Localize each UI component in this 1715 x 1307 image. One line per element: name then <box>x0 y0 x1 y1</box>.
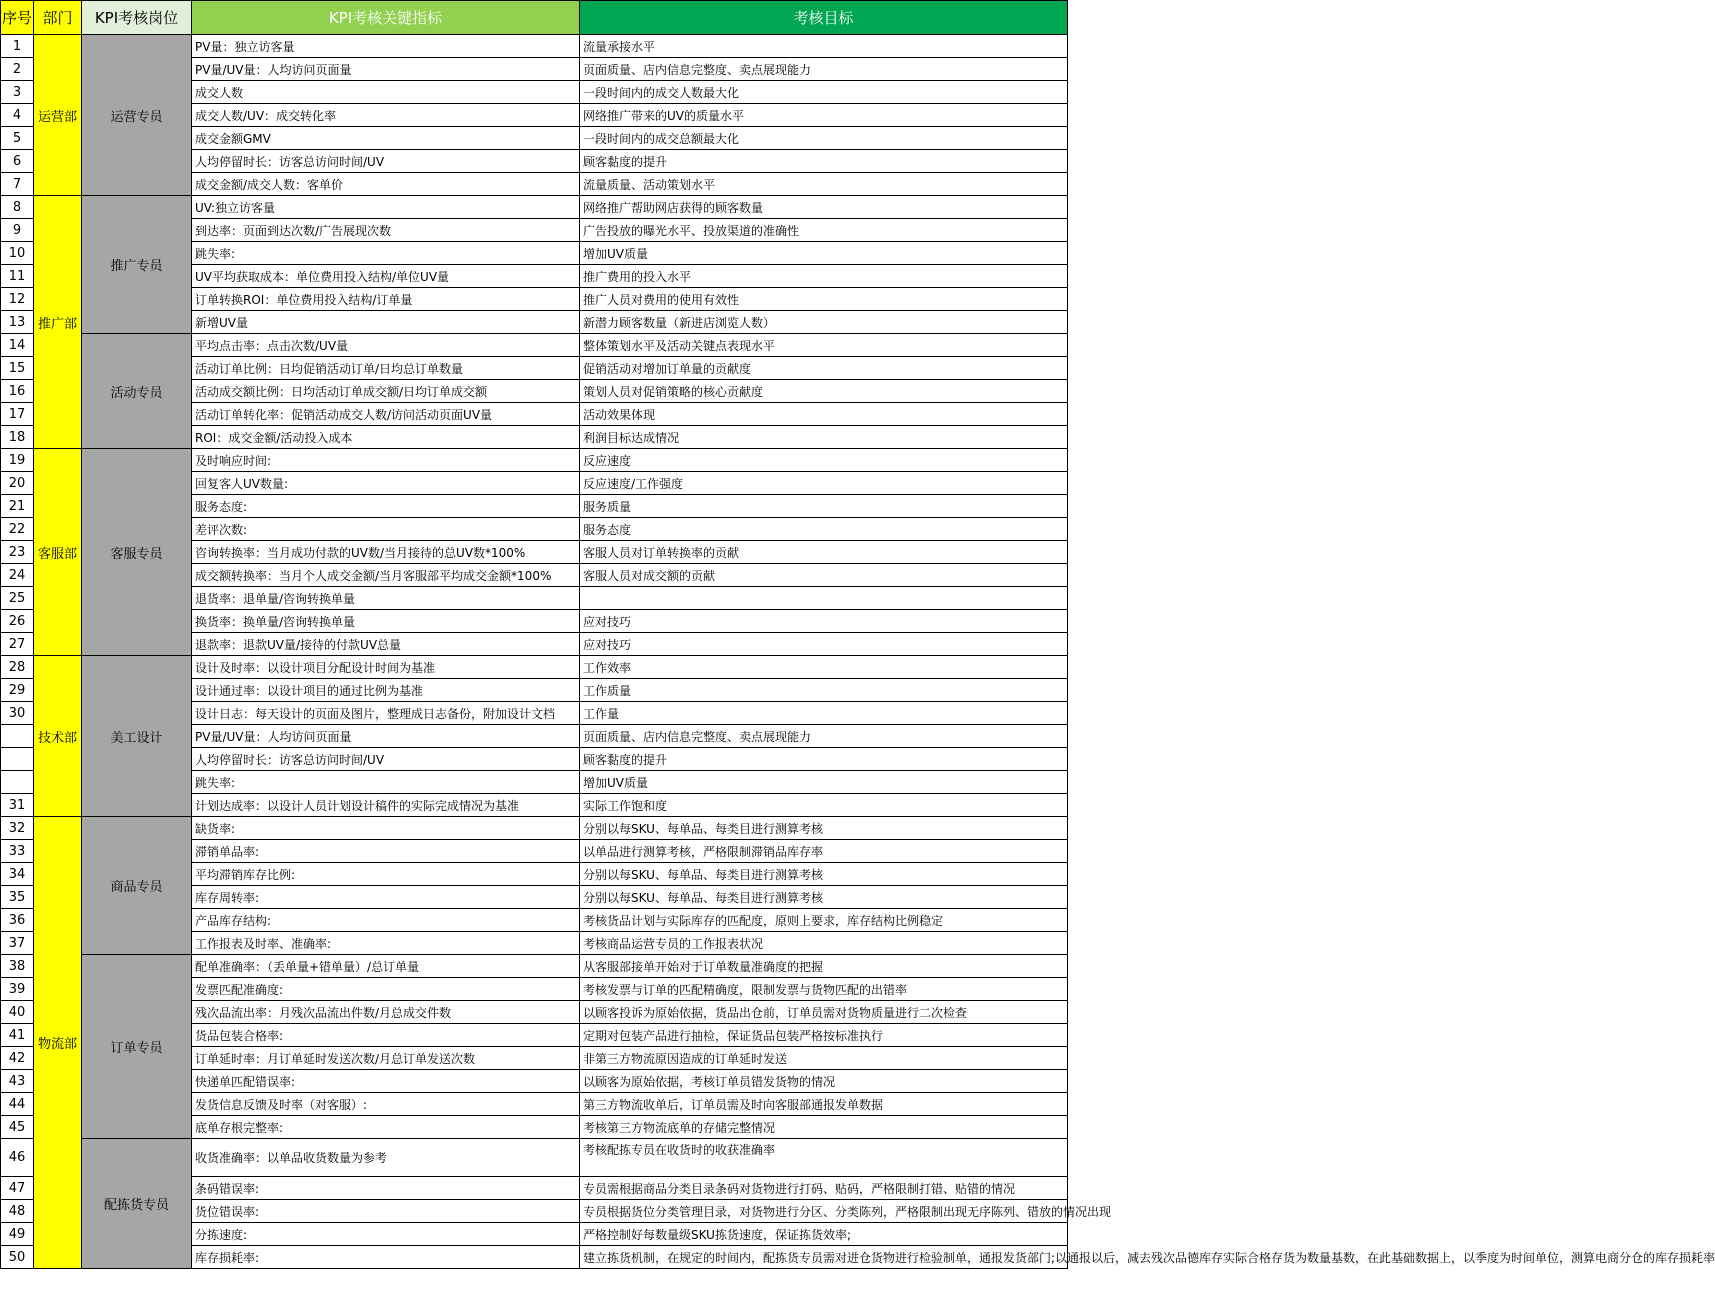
goal-cell: 网络推广帮助网店获得的顾客数量 <box>580 196 1068 219</box>
kpi-cell: 新增UV量 <box>192 311 580 334</box>
kpi-cell: 成交人数 <box>192 81 580 104</box>
kpi-cell: 滞销单品率: <box>192 840 580 863</box>
goal-cell: 活动效果体现 <box>580 403 1068 426</box>
goal-cell: 一段时间内的成交人数最大化 <box>580 81 1068 104</box>
goal-cell: 顾客黏度的提升 <box>580 150 1068 173</box>
row-number: 24 <box>1 564 34 587</box>
goal-cell: 定期对包装产品进行抽检，保证货品包装严格按标准执行 <box>580 1024 1068 1047</box>
row-number: 4 <box>1 104 34 127</box>
goal-cell: 专员需根据商品分类目录条码对货物进行打码、贴码，严格限制打错、贴错的情况 <box>580 1177 1068 1200</box>
row-number: 36 <box>1 909 34 932</box>
table-row <box>1 334 1068 357</box>
goal-cell: 考核第三方物流底单的存储完整情况 <box>580 1116 1068 1139</box>
goal-cell: 整体策划水平及活动关键点表现水平 <box>580 334 1068 357</box>
row-number: 18 <box>1 426 34 449</box>
row-number: 44 <box>1 1093 34 1116</box>
kpi-cell: 及时响应时间: <box>192 449 580 472</box>
position-cell: 运营专员 <box>82 35 192 196</box>
goal-cell: 应对技巧 <box>580 633 1068 656</box>
table-row <box>1 449 1068 472</box>
kpi-cell: 换货率：换单量/咨询转换单量 <box>192 610 580 633</box>
kpi-cell: 快递单匹配错误率: <box>192 1070 580 1093</box>
goal-cell: 一段时间内的成交总额最大化 <box>580 127 1068 150</box>
kpi-cell: 咨询转换率：当月成功付款的UV数/当月接待的总UV数*100% <box>192 541 580 564</box>
goal-cell: 流量承接水平 <box>580 35 1068 58</box>
kpi-cell: 收货准确率：以单品收货数量为参考 <box>192 1139 580 1177</box>
row-number: 20 <box>1 472 34 495</box>
department-cell: 运营部 <box>34 35 82 196</box>
kpi-cell: 成交金额GMV <box>192 127 580 150</box>
kpi-cell: 库存损耗率: <box>192 1246 580 1269</box>
kpi-cell: 货位错误率: <box>192 1200 580 1223</box>
row-number <box>1 771 34 794</box>
kpi-cell: 条码错误率: <box>192 1177 580 1200</box>
row-number: 13 <box>1 311 34 334</box>
header-goal: 考核目标 <box>580 1 1068 35</box>
kpi-cell: 跳失率: <box>192 242 580 265</box>
goal-cell: 新潜力顾客数量（新进店浏览人数） <box>580 311 1068 334</box>
goal-cell: 第三方物流收单后，订单员需及时向客服部通报发单数据 <box>580 1093 1068 1116</box>
table-row <box>1 196 1068 219</box>
row-number: 45 <box>1 1116 34 1139</box>
kpi-cell: 人均停留时长：访客总访问时间/UV <box>192 150 580 173</box>
row-number <box>1 725 34 748</box>
goal-cell: 以顾客为原始依据，考核订单员错发货物的情况 <box>580 1070 1068 1093</box>
kpi-cell: 回复客人UV数量: <box>192 472 580 495</box>
kpi-cell: 发票匹配准确度: <box>192 978 580 1001</box>
table-row <box>1 1139 1068 1177</box>
row-number: 21 <box>1 495 34 518</box>
kpi-cell: 计划达成率：以设计人员计划设计稿件的实际完成情况为基准 <box>192 794 580 817</box>
goal-cell: 增加UV质量 <box>580 771 1068 794</box>
goal-cell: 策划人员对促销策略的核心贡献度 <box>580 380 1068 403</box>
kpi-cell: 活动成交额比例：日均活动订单成交额/日均订单成交额 <box>192 380 580 403</box>
header-position: KPI考核岗位 <box>82 1 192 35</box>
kpi-cell: 底单存根完整率: <box>192 1116 580 1139</box>
goal-cell: 分别以每SKU、每单品、每类目进行测算考核 <box>580 817 1068 840</box>
row-number: 17 <box>1 403 34 426</box>
table-row <box>1 35 1068 58</box>
goal-cell: 客服人员对成交额的贡献 <box>580 564 1068 587</box>
row-number: 37 <box>1 932 34 955</box>
kpi-cell: 设计及时率：以设计项目分配设计时间为基准 <box>192 656 580 679</box>
kpi-cell: 跳失率: <box>192 771 580 794</box>
kpi-cell: 成交金额/成交人数：客单价 <box>192 173 580 196</box>
row-number: 38 <box>1 955 34 978</box>
goal-cell: 反应速度/工作强度 <box>580 472 1068 495</box>
kpi-cell: PV量/UV量：人均访问页面量 <box>192 58 580 81</box>
row-number: 9 <box>1 219 34 242</box>
position-cell: 活动专员 <box>82 334 192 449</box>
goal-cell: 促销活动对增加订单量的贡献度 <box>580 357 1068 380</box>
row-number: 23 <box>1 541 34 564</box>
row-number: 27 <box>1 633 34 656</box>
row-number: 49 <box>1 1223 34 1246</box>
header-no: 序号 <box>1 1 34 35</box>
table-row <box>1 656 1068 679</box>
table-body <box>1 35 1715 1269</box>
goal-cell: 推广人员对费用的使用有效性 <box>580 288 1068 311</box>
row-number: 29 <box>1 679 34 702</box>
goal-cell: 工作质量 <box>580 679 1068 702</box>
kpi-cell: 平均滞销库存比例: <box>192 863 580 886</box>
goal-cell: 工作效率 <box>580 656 1068 679</box>
position-cell: 商品专员 <box>82 817 192 955</box>
header-row <box>1 1 1068 35</box>
row-number: 43 <box>1 1070 34 1093</box>
row-number: 6 <box>1 150 34 173</box>
goal-cell: 应对技巧 <box>580 610 1068 633</box>
kpi-cell: 退货率：退单量/咨询转换单量 <box>192 587 580 610</box>
kpi-cell: 残次品流出率：月残次品流出件数/月总成交件数 <box>192 1001 580 1024</box>
table-row <box>1 955 1068 978</box>
kpi-cell: 货品包装合格率: <box>192 1024 580 1047</box>
row-number: 32 <box>1 817 34 840</box>
goal-cell: 建立拣货机制，在规定的时间内，配拣货专员需对进仓货物进行检验制单，通报发货部门;以通报以后，减去残次品德库存实际合格存货为数量基数，在此基础数据上，以季度为时间单位，测算电商分仓的库存损耗率 <box>580 1246 1068 1269</box>
row-number: 42 <box>1 1047 34 1070</box>
department-cell: 物流部 <box>34 817 82 1269</box>
row-number: 5 <box>1 127 34 150</box>
row-number: 26 <box>1 610 34 633</box>
goal-cell: 专员根据货位分类管理目录，对货物进行分区、分类陈列，严格限制出现无序陈列、错放的情况出现 <box>580 1200 1068 1223</box>
row-number: 28 <box>1 656 34 679</box>
department-cell: 推广部 <box>34 196 82 449</box>
goal-cell: 服务质量 <box>580 495 1068 518</box>
goal-cell: 考核发票与订单的匹配精确度，限制发票与货物匹配的出错率 <box>580 978 1068 1001</box>
goal-cell: 非第三方物流原因造成的订单延时发送 <box>580 1047 1068 1070</box>
row-number: 11 <box>1 265 34 288</box>
goal-cell: 顾客黏度的提升 <box>580 748 1068 771</box>
kpi-cell: 平均点击率：点击次数/UV量 <box>192 334 580 357</box>
goal-cell: 从客服部接单开始对于订单数量准确度的把握 <box>580 955 1068 978</box>
row-number: 7 <box>1 173 34 196</box>
kpi-cell: 服务态度: <box>192 495 580 518</box>
goal-cell: 以顾客投诉为原始依据，货品出仓前，订单员需对货物质量进行二次检查 <box>580 1001 1068 1024</box>
position-cell: 配拣货专员 <box>82 1139 192 1269</box>
goal-cell: 推广费用的投入水平 <box>580 265 1068 288</box>
kpi-cell: 分拣速度: <box>192 1223 580 1246</box>
kpi-cell: 差评次数: <box>192 518 580 541</box>
goal-cell: 考核货品计划与实际库存的匹配度，原则上要求，库存结构比例稳定 <box>580 909 1068 932</box>
kpi-cell: ROI：成交金额/活动投入成本 <box>192 426 580 449</box>
table-row <box>1 817 1068 840</box>
goal-cell: 反应速度 <box>580 449 1068 472</box>
row-number: 41 <box>1 1024 34 1047</box>
goal-cell: 实际工作饱和度 <box>580 794 1068 817</box>
row-number: 16 <box>1 380 34 403</box>
goal-cell: 考核配拣专员在收货时的收获准确率 <box>580 1139 1068 1177</box>
position-cell: 订单专员 <box>82 955 192 1139</box>
row-number: 10 <box>1 242 34 265</box>
goal-cell: 分别以每SKU、每单品、每类目进行测算考核 <box>580 886 1068 909</box>
kpi-cell: 活动订单转化率：促销活动成交人数/访问活动页面UV量 <box>192 403 580 426</box>
kpi-cell: UV平均获取成本：单位费用投入结构/单位UV量 <box>192 265 580 288</box>
kpi-cell: 活动订单比例：日均促销活动订单/日均总订单数量 <box>192 357 580 380</box>
goal-cell: 广告投放的曝光水平、投放渠道的准确性 <box>580 219 1068 242</box>
row-number: 2 <box>1 58 34 81</box>
row-number: 25 <box>1 587 34 610</box>
row-number: 39 <box>1 978 34 1001</box>
row-number: 12 <box>1 288 34 311</box>
kpi-cell: 工作报表及时率、准确率: <box>192 932 580 955</box>
goal-cell: 以单品进行测算考核，严格限制滞销品库存率 <box>580 840 1068 863</box>
department-cell: 客服部 <box>34 449 82 656</box>
kpi-cell: UV:独立访客量 <box>192 196 580 219</box>
row-number: 30 <box>1 702 34 725</box>
row-number <box>1 748 34 771</box>
goal-cell: 流量质量、活动策划水平 <box>580 173 1068 196</box>
row-number: 19 <box>1 449 34 472</box>
row-number: 47 <box>1 1177 34 1200</box>
kpi-cell: 成交人数/UV：成交转化率 <box>192 104 580 127</box>
goal-cell: 利润目标达成情况 <box>580 426 1068 449</box>
goal-cell: 网络推广带来的UV的质量水平 <box>580 104 1068 127</box>
position-cell: 美工设计 <box>82 656 192 817</box>
goal-cell: 服务态度 <box>580 518 1068 541</box>
goal-cell: 客服人员对订单转换率的贡献 <box>580 541 1068 564</box>
department-cell: 技术部 <box>34 656 82 817</box>
kpi-cell: 设计通过率：以设计项目的通过比例为基准 <box>192 679 580 702</box>
kpi-cell: 配单准确率：（丢单量+错单量）/总订单量 <box>192 955 580 978</box>
kpi-cell: 成交额转换率：当月个人成交金额/当月客服部平均成交金额*100% <box>192 564 580 587</box>
row-number: 8 <box>1 196 34 219</box>
goal-cell: 页面质量、店内信息完整度、卖点展现能力 <box>580 725 1068 748</box>
goal-cell: 考核商品运营专员的工作报表状况 <box>580 932 1068 955</box>
row-number: 14 <box>1 334 34 357</box>
kpi-cell: PV量：独立访客量 <box>192 35 580 58</box>
kpi-cell: 发货信息反馈及时率（对客服）: <box>192 1093 580 1116</box>
kpi-cell: 订单延时率：月订单延时发送次数/月总订单发送次数 <box>192 1047 580 1070</box>
row-number: 48 <box>1 1200 34 1223</box>
header-kpi: KPI考核关键指标 <box>192 1 580 35</box>
row-number: 46 <box>1 1139 34 1177</box>
kpi-cell: PV量/UV量：人均访问页面量 <box>192 725 580 748</box>
row-number: 40 <box>1 1001 34 1024</box>
row-number: 50 <box>1 1246 34 1269</box>
row-number: 31 <box>1 794 34 817</box>
header-dept: 部门 <box>34 1 82 35</box>
row-number: 34 <box>1 863 34 886</box>
goal-cell: 增加UV质量 <box>580 242 1068 265</box>
goal-cell <box>580 587 1068 610</box>
row-number: 33 <box>1 840 34 863</box>
row-number: 1 <box>1 35 34 58</box>
kpi-cell: 产品库存结构: <box>192 909 580 932</box>
position-cell: 客服专员 <box>82 449 192 656</box>
kpi-cell: 退款率：退款UV量/接待的付款UV总量 <box>192 633 580 656</box>
kpi-cell: 库存周转率: <box>192 886 580 909</box>
row-number: 15 <box>1 357 34 380</box>
row-number: 35 <box>1 886 34 909</box>
goal-cell: 分别以每SKU、每单品、每类目进行测算考核 <box>580 863 1068 886</box>
goal-cell: 工作量 <box>580 702 1068 725</box>
kpi-cell: 缺货率: <box>192 817 580 840</box>
kpi-cell: 到达率：页面到达次数/广告展现次数 <box>192 219 580 242</box>
row-number: 3 <box>1 81 34 104</box>
kpi-cell: 人均停留时长：访客总访问时间/UV <box>192 748 580 771</box>
position-cell: 推广专员 <box>82 196 192 334</box>
kpi-cell: 订单转换ROI：单位费用投入结构/订单量 <box>192 288 580 311</box>
row-number: 22 <box>1 518 34 541</box>
goal-cell: 页面质量、店内信息完整度、卖点展现能力 <box>580 58 1068 81</box>
kpi-cell: 设计日志：每天设计的页面及图片，整理成日志备份，附加设计文档 <box>192 702 580 725</box>
goal-cell: 严格控制好每数量级SKU拣货速度，保证拣货效率; <box>580 1223 1068 1246</box>
